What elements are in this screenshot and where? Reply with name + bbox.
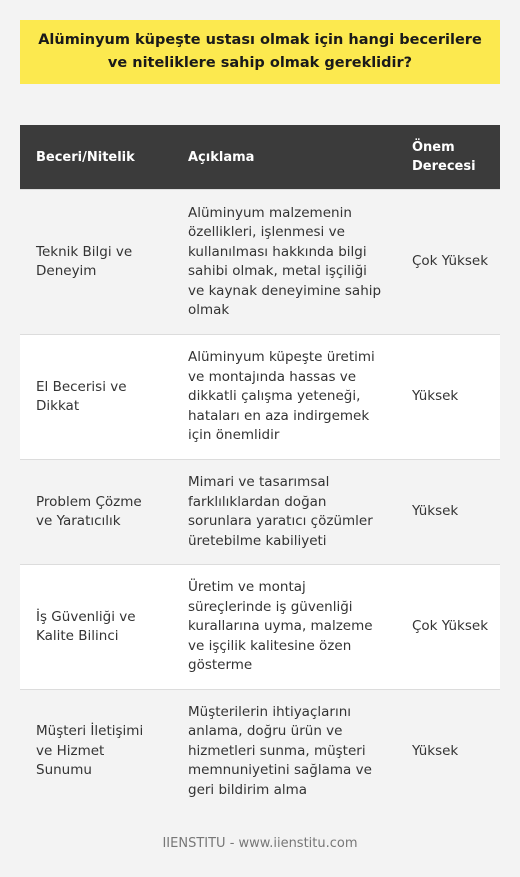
- table-row: [20, 460, 500, 565]
- table-row: [20, 690, 500, 814]
- cell-importance: Çok Yüksek: [398, 565, 500, 690]
- table-header: [20, 125, 500, 190]
- cell-description: Müşterilerin ihtiyaçlarını anlama, doğru ürün ve hizmetleri sunma, müşteri memnuniyetini sağlama ve geri bildirim alma: [172, 690, 398, 814]
- page-title: Alüminyum küpeşte ustası olmak için hangi becerilere ve niteliklere sahip olmak gereklidir?: [20, 20, 500, 84]
- cell-skill: Teknik Bilgi ve Deneyim: [20, 190, 172, 335]
- cell-importance: Çok Yüksek: [398, 190, 500, 335]
- cell-skill: Problem Çözme ve Yaratıcılık: [20, 460, 172, 565]
- footer-credit: IIENSTITU - www.iienstitu.com: [162, 836, 358, 851]
- cell-importance: Yüksek: [398, 690, 500, 814]
- cell-importance: Yüksek: [398, 335, 500, 460]
- skills-table: [20, 125, 500, 813]
- cell-skill: El Becerisi ve Dikkat: [20, 335, 172, 460]
- cell-skill: Müşteri İletişimi ve Hizmet Sunumu: [20, 690, 172, 814]
- header-skill: Beceri/Nitelik: [20, 125, 172, 190]
- header-importance: Önem Derecesi: [398, 125, 500, 190]
- cell-description: Üretim ve montaj süreçlerinde iş güvenliği kurallarına uyma, malzeme ve işçilik kalitesine özen gösterme: [172, 565, 398, 690]
- cell-skill: İş Güvenliği ve Kalite Bilinci: [20, 565, 172, 690]
- table-row: [20, 190, 500, 335]
- cell-description: Alüminyum küpeşte üretimi ve montajında hassas ve dikkatli çalışma yeteneği, hataları en aza indirgemek için önemlidir: [172, 335, 398, 460]
- cell-description: Mimari ve tasarımsal farklılıklardan doğan sorunlara yaratıcı çözümler üretebilme kabiliyeti: [172, 460, 398, 565]
- header-description: Açıklama: [172, 125, 398, 190]
- table-row: [20, 335, 500, 460]
- cell-importance: Yüksek: [398, 460, 500, 565]
- cell-description: Alüminyum malzemenin özellikleri, işlenmesi ve kullanılması hakkında bilgi sahibi olmak, metal işçiliği ve kaynak deneyimine sahip olmak: [172, 190, 398, 335]
- table-row: [20, 565, 500, 690]
